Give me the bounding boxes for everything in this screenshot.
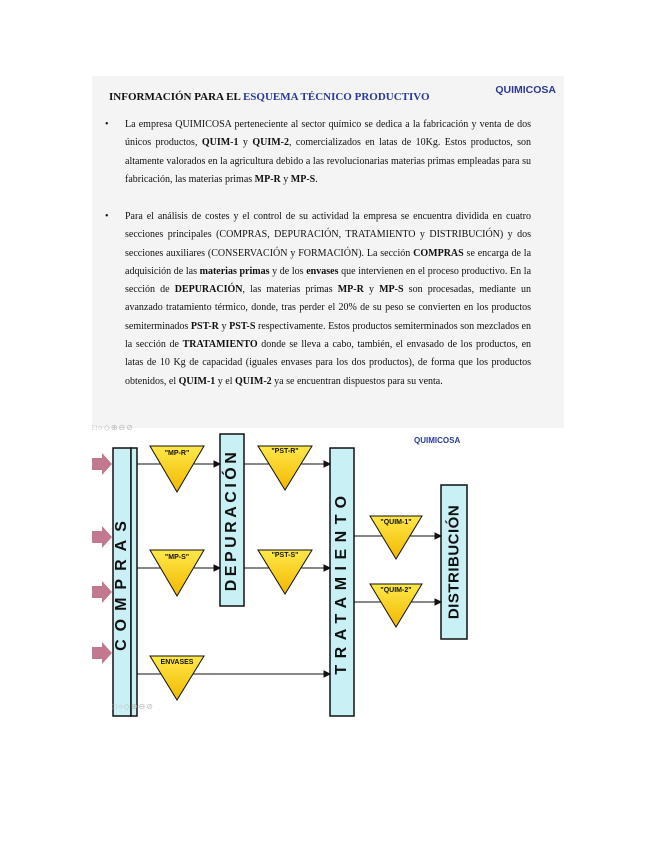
diagram-brand: QUIMICOSA xyxy=(414,436,461,445)
pst-s-label: "PST-S" xyxy=(271,552,299,559)
bold-term: MP-R xyxy=(254,173,281,185)
bold-term: DEPURACIÓN xyxy=(174,284,243,296)
bold-term: materias primas xyxy=(199,265,270,277)
bold-term: COMPRAS xyxy=(413,247,464,259)
bold-term: PST-R xyxy=(190,320,219,332)
pst-r-label: "PST-R" xyxy=(271,448,299,455)
compras-box-edge xyxy=(131,448,137,716)
paragraph-text: La empresa QUIMICOSA perteneciente al sector químico se dedica a la fabricación y venta de dos únicos productos, QUIM-1 y QUIM-2, comercializados en latas de 10Kg. Estos productos, son altamente valorados en la agricultura debido a las revolucionarias materias primas empleadas para su fabricación, las materias primas MP-R y MP-S. xyxy=(125,119,532,185)
brand-logo: QUIMICOSA xyxy=(495,84,556,96)
heading-accent: ESQUEMA TÉCNICO PRODUCTIVO xyxy=(242,91,430,103)
mp-s-label: "MP-S" xyxy=(164,554,190,561)
toolbar-icons: □○◇⊕⊖⊘ xyxy=(92,423,134,432)
input-arrows xyxy=(92,453,112,664)
bold-term: MP-S xyxy=(379,284,404,296)
bullet-icon: • xyxy=(105,211,109,222)
toolbar-icons: □○◇⊕⊖⊘ xyxy=(112,702,154,711)
bold-term: envases xyxy=(306,265,339,277)
bold-term: QUIM-1 xyxy=(201,137,239,149)
bold-term: PST-S xyxy=(229,320,256,332)
envases-label: ENVASES xyxy=(160,659,194,666)
bullet-paragraph xyxy=(105,116,531,189)
input-arrow xyxy=(92,453,112,475)
quim-2-label: "QUIM-2" xyxy=(380,587,412,594)
mp-r-label: "MP-R" xyxy=(164,450,190,457)
input-arrow xyxy=(92,642,112,664)
input-arrow xyxy=(92,526,112,548)
input-arrow xyxy=(92,581,112,603)
info-slide xyxy=(92,76,564,428)
heading-prefix: INFORMACIÓN PARA EL xyxy=(109,91,243,103)
bold-term: MP-S xyxy=(290,173,316,185)
slide-heading xyxy=(109,91,430,103)
process-diagram: "MP-R" "MP-S" "PST-R" "PST-S" ENVASES "QUIM-1" "QUIM-2" COMPRAS DEPURACIÓN TRATAMIENTO DISTRIBUCIÓN QUIMICOSA □○◇⊕⊖⊘ □○◇⊕⊖⊘ xyxy=(92,428,474,716)
bold-term: QUIM-1 xyxy=(178,375,216,387)
quim-1-label: "QUIM-1" xyxy=(380,519,412,526)
bullet-icon: • xyxy=(105,119,109,130)
diagram-graphics xyxy=(92,428,474,716)
bullet-paragraph xyxy=(105,208,531,391)
bold-term: QUIM-2 xyxy=(252,137,289,149)
paragraph-text: Para el análisis de costes y el control de su actividad la empresa se encuentra dividida en cuatro secciones principales (COMPRAS, DEPURACIÓN, TRATAMIENTO y DISTRIBUCIÓN) y dos secciones auxiliares (CONSERVACIÓN y FORMACIÓN). La sección COMPRAS se encarga de la adquisición de las materias primas y de los envases que intervienen en el proceso productivo. En la sección de DEPURACIÓN, las materias primas MP-R y MP-S son procesadas, mediante un avanzado tratamiento térmico, donde, tras perder el 20% de su peso se convierten en los productos semiterminados PST-R y PST-S respectivamente. Estos productos semiterminados son mezclados en la sección de TRATAMIENTO donde se lleva a cabo, también, el envasado de los productos, en latas de 10 Kg de capacidad (iguales envases para los dos productos), de forma que los productos obtenidos, el QUIM-1 y el QUIM-2 ya se encuentran dispuestos para su venta. xyxy=(125,211,532,387)
bold-term: MP-R xyxy=(337,284,364,296)
bold-term: TRATAMIENTO xyxy=(182,339,258,351)
bold-term: QUIM-2 xyxy=(235,375,272,387)
